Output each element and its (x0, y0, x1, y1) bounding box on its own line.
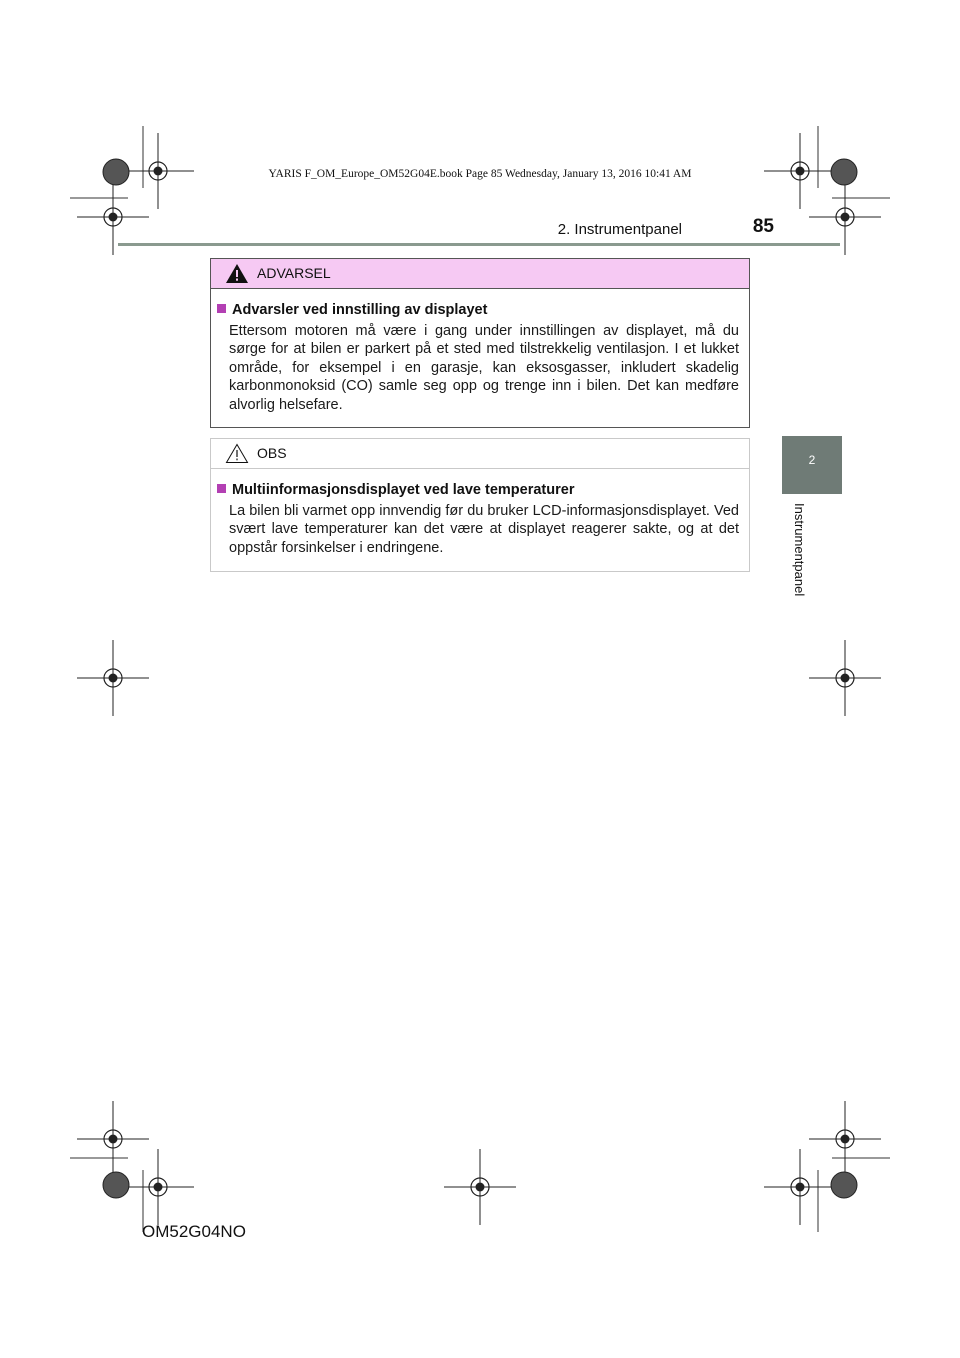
warning-label: ADVARSEL (257, 265, 331, 281)
warning-item-title-text: Advarsler ved innstilling av displayet (232, 302, 488, 318)
notice-item-title (217, 482, 574, 498)
warning-item-title (217, 302, 487, 318)
caution-triangle-outline-icon (225, 443, 249, 464)
warning-triangle-filled-icon (225, 263, 249, 284)
notice-label: OBS (257, 445, 287, 461)
chapter-number: 2 (808, 453, 816, 467)
section-title: 2. Instrumentpanel (557, 221, 682, 238)
warning-item-body: Ettersom motoren må være i gang under innstillingen av displayet, må du sørge for at bilen er parkert på et sted med tilstrekkelig ventilasjon. I et lukket område, for eksempel i en garasje, kan eksosgasser, inkludert skadelig karbonmonoksid (CO) samle seg opp og trenge inn i bilen. Det kan medføre alvorlig helsefare. (229, 323, 739, 413)
notice-item-title-text: Multiinformasjonsdisplayet ved lave temperaturer (232, 482, 575, 498)
notice-item-body: La bilen bli varmet opp innvendig før du bruker LCD-informasjonsdisplayet. Ved svært lave temperaturer kan det være at displayet reagerer sakte, og at det oppstår forsinkelser i endringene. (229, 503, 739, 556)
document-code: OM52G04NO (142, 1222, 246, 1241)
notice-box (210, 438, 750, 572)
header-rule (118, 243, 840, 246)
print-slug: YARIS F_OM_Europe_OM52G04E.book Page 85 Wednesday, January 13, 2016 10:41 AM (268, 168, 692, 180)
notice-header (211, 439, 749, 469)
chapter-label: Instrumentpanel (792, 503, 807, 597)
chapter-side-label (792, 503, 812, 613)
warning-header (211, 259, 749, 289)
chapter-tab (782, 436, 842, 494)
square-bullet-icon (217, 304, 226, 313)
page-number: 85 (752, 216, 774, 237)
warning-box (210, 258, 750, 428)
square-bullet-icon (217, 484, 226, 493)
